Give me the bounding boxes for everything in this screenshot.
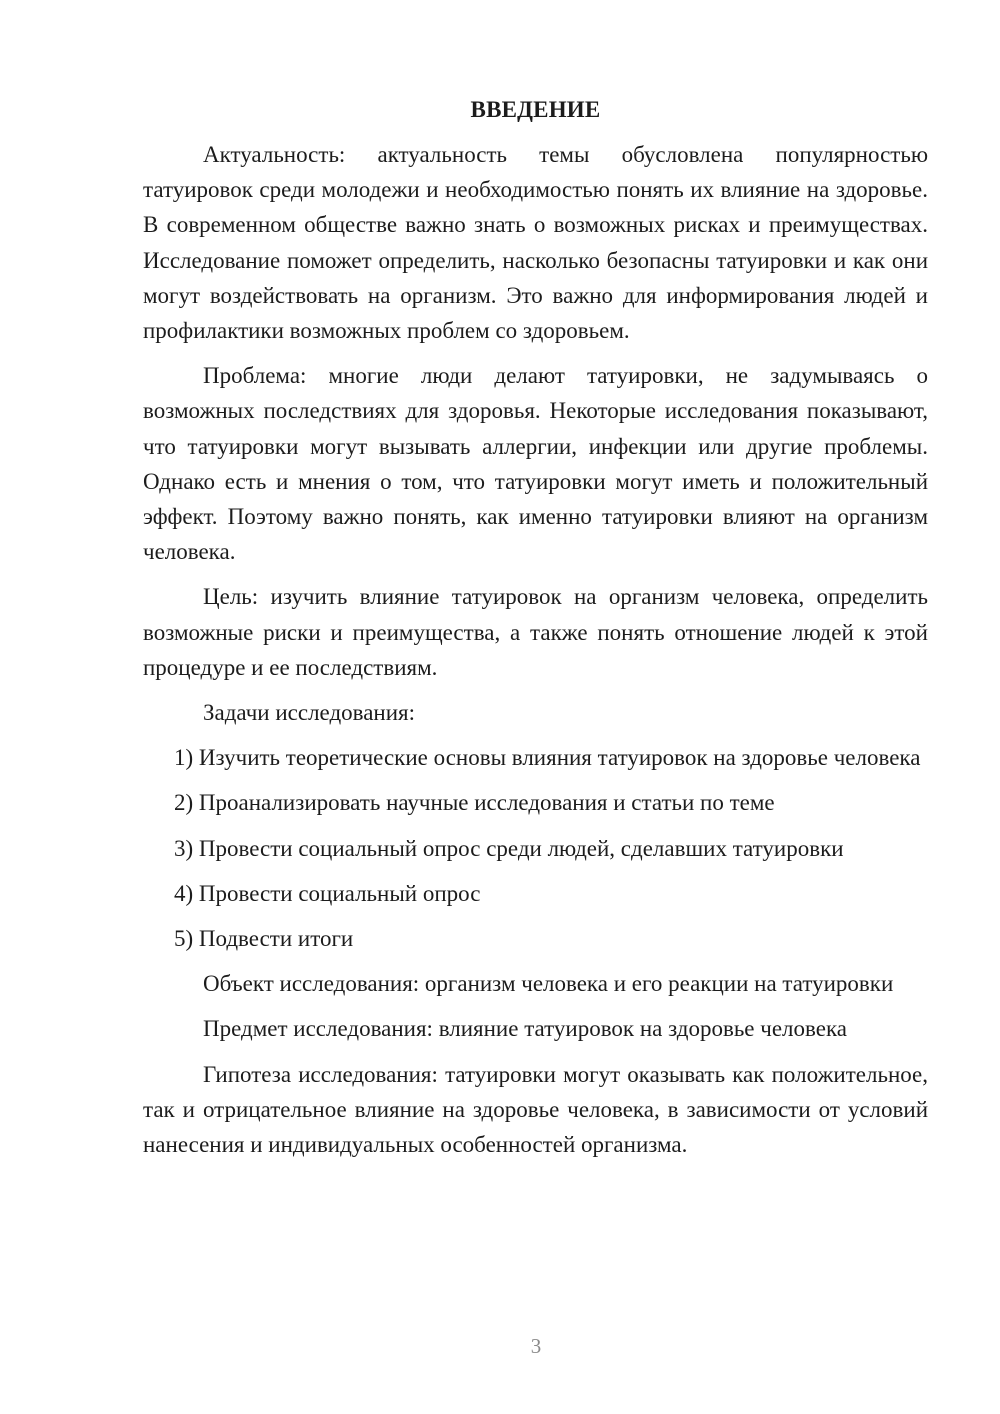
tasks-title: Задачи исследования: xyxy=(203,700,416,726)
subject-paragraph: Предмет исследования: влияние татуировок на здоровье человека xyxy=(203,1016,847,1042)
hypothesis-paragraph: Гипотеза исследования: татуировки могут оказывать как положительное, так и отрицательное влияние на здоровье человека, в зависимости от условий нанесения и индивидуальных особенностей организма. xyxy=(143,1061,928,1158)
list-item: 4) Провести социальный опрос xyxy=(174,880,481,906)
goal-paragraph: Цель: изучить влияние татуировок на организм человека, определить возможные риски и преимущества, а также понять отношение людей к этой процедуре и ее последствиям. xyxy=(143,584,928,680)
object-paragraph: Объект исследования: организм человека и его реакции на татуировки xyxy=(203,971,894,997)
tasks-list xyxy=(143,740,928,956)
problem-paragraph: Проблема: многие люди делают татуировки, не задумываясь о возможных последствиях для здоровья. Некоторые исследования показывают, что татуировки могут вызывать аллергии, инфекции или другие проблемы. Однако есть и мнения о том, что татуировки могут иметь и положительный эффект. Поэтому важно понять, как именно татуировки влияют на организм человека. xyxy=(143,363,928,565)
section-heading: ВВЕДЕНИЕ xyxy=(470,97,601,122)
list-item: 1) Изучить теоретические основы влияния татуировок на здоровье человека xyxy=(174,745,921,771)
page-content xyxy=(143,92,928,1172)
list-item: 2) Проанализировать научные исследования и статьи по теме xyxy=(174,790,775,816)
relevance-paragraph: Актуальность: актуальность темы обусловлена популярностью татуировок среди молодежи и необходимостью понять их влияние на здоровье. В современном обществе важно знать о возможных рисках и преимуществах. Исследование поможет определить, насколько безопасны татуировки и как они могут воздействовать на организм. Это важно для информирования людей и профилактики возможных проблем со здоровьем. xyxy=(143,142,928,344)
list-item: 5) Подвести итоги xyxy=(174,926,354,952)
list-item: 3) Провести социальный опрос среди людей, сделавших татуировки xyxy=(174,835,844,861)
page-number: 3 xyxy=(530,1334,542,1358)
